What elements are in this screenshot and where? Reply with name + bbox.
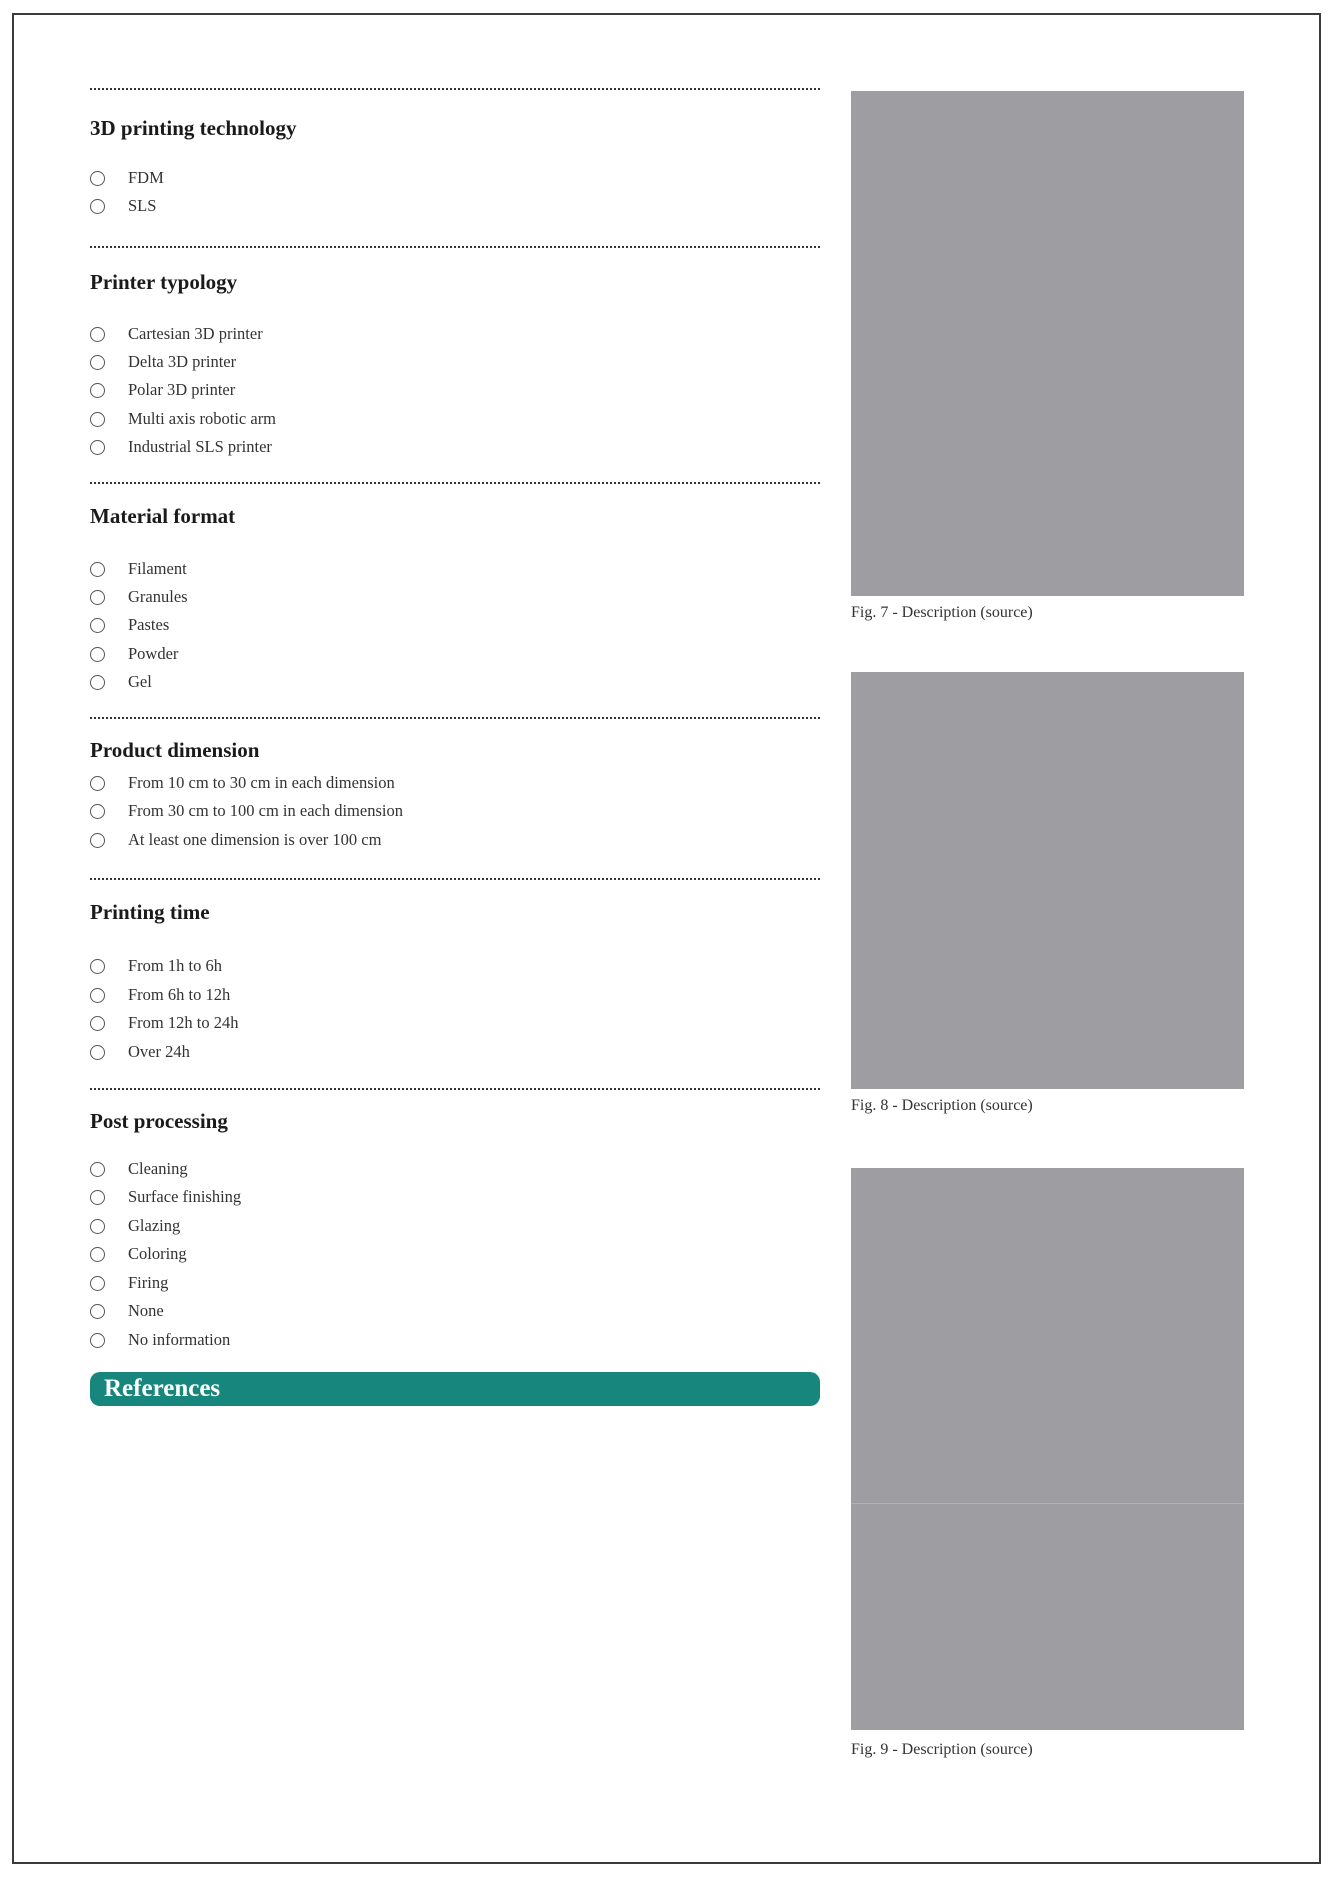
option-label: From 12h to 24h: [128, 1013, 239, 1032]
section-title-dimension: Product dimension: [90, 738, 260, 762]
option-none[interactable]: [90, 1299, 164, 1323]
radio-button[interactable]: [90, 1219, 105, 1234]
section-divider: [90, 88, 820, 90]
radio-button[interactable]: [90, 804, 105, 819]
section-title-typology: Printer typology: [90, 270, 238, 294]
option-label: Pastes: [128, 615, 170, 634]
radio-button[interactable]: [90, 675, 105, 690]
radio-button[interactable]: [90, 833, 105, 848]
option-delta[interactable]: [90, 350, 236, 374]
radio-button[interactable]: [90, 383, 105, 398]
option-label: Multi axis robotic arm: [128, 409, 277, 428]
section-title-printing-time: Printing time: [90, 900, 210, 924]
radio-button[interactable]: [90, 776, 105, 791]
radio-button[interactable]: [90, 1333, 105, 1348]
radio-button[interactable]: [90, 647, 105, 662]
option-fdm[interactable]: [90, 166, 164, 190]
option-coloring[interactable]: [90, 1242, 187, 1266]
option-label: Industrial SLS printer: [128, 437, 272, 456]
option-surface-finishing[interactable]: [90, 1185, 241, 1209]
radio-button[interactable]: [90, 590, 105, 605]
radio-button[interactable]: [90, 988, 105, 1003]
figure-9-caption: Fig. 9 - Description (source): [851, 1741, 1033, 1758]
section-divider: [90, 246, 820, 248]
radio-button[interactable]: [90, 1190, 105, 1205]
figure-7-placeholder: [851, 91, 1244, 596]
option-label: At least one dimension is over 100 cm: [128, 830, 382, 849]
option-label: FDM: [128, 168, 164, 187]
option-time-12-24[interactable]: [90, 1011, 238, 1035]
figure-7-caption: Fig. 7 - Description (source): [851, 604, 1033, 621]
radio-button[interactable]: [90, 562, 105, 577]
references-header: References: [90, 1372, 820, 1406]
option-label: Over 24h: [128, 1042, 190, 1061]
option-label: From 6h to 12h: [128, 985, 231, 1004]
section-divider: [90, 482, 820, 484]
radio-button[interactable]: [90, 1045, 105, 1060]
figure-9-seam: [851, 1503, 1244, 1504]
option-no-information[interactable]: [90, 1328, 230, 1352]
option-label: SLS: [128, 196, 157, 215]
option-time-1-6[interactable]: [90, 954, 222, 978]
radio-button[interactable]: [90, 1247, 105, 1262]
figure-8-caption: Fig. 8 - Description (source): [851, 1097, 1033, 1114]
section-title-post-processing: Post processing: [90, 1109, 228, 1133]
radio-button[interactable]: [90, 959, 105, 974]
option-sls[interactable]: [90, 194, 156, 218]
option-dim-10-30[interactable]: [90, 771, 395, 795]
option-powder[interactable]: [90, 642, 178, 666]
option-label: Powder: [128, 644, 179, 663]
radio-button[interactable]: [90, 327, 105, 342]
radio-button[interactable]: [90, 1162, 105, 1177]
radio-button[interactable]: [90, 355, 105, 370]
section-title-technology: 3D printing technology: [90, 116, 297, 140]
radio-button[interactable]: [90, 171, 105, 186]
section-title-material: Material format: [90, 504, 236, 528]
radio-button[interactable]: [90, 440, 105, 455]
option-label: Cartesian 3D printer: [128, 324, 263, 343]
option-industrial-sls[interactable]: [90, 435, 272, 459]
option-label: Cleaning: [128, 1159, 188, 1178]
option-cleaning[interactable]: [90, 1157, 188, 1181]
option-time-over-24[interactable]: [90, 1040, 190, 1064]
option-label: Delta 3D printer: [128, 352, 237, 371]
option-label: Firing: [128, 1273, 169, 1292]
option-glazing[interactable]: [90, 1214, 180, 1238]
option-cartesian[interactable]: [90, 322, 263, 346]
option-dim-30-100[interactable]: [90, 799, 403, 823]
option-robotic-arm[interactable]: [90, 407, 276, 431]
option-label: No information: [128, 1330, 231, 1349]
option-dim-over-100[interactable]: [90, 828, 381, 852]
option-label: None: [128, 1301, 164, 1320]
option-granules[interactable]: [90, 585, 188, 609]
option-time-6-12[interactable]: [90, 983, 230, 1007]
option-label: Gel: [128, 672, 152, 691]
option-pastes[interactable]: [90, 613, 169, 637]
option-label: Coloring: [128, 1244, 187, 1263]
section-divider: [90, 878, 820, 880]
option-gel[interactable]: [90, 670, 152, 694]
radio-button[interactable]: [90, 1304, 105, 1319]
section-divider: [90, 717, 820, 719]
option-label: Granules: [128, 587, 188, 606]
radio-button[interactable]: [90, 412, 105, 427]
radio-button[interactable]: [90, 1276, 105, 1291]
section-divider: [90, 1088, 820, 1090]
option-label: From 1h to 6h: [128, 956, 222, 975]
option-label: Surface finishing: [128, 1187, 242, 1206]
option-label: From 30 cm to 100 cm in each dimension: [128, 801, 403, 820]
option-label: Polar 3D printer: [128, 380, 236, 399]
option-label: Filament: [128, 559, 187, 578]
option-label: Glazing: [128, 1216, 181, 1235]
radio-button[interactable]: [90, 1016, 105, 1031]
option-label: From 10 cm to 30 cm in each dimension: [128, 773, 395, 792]
figure-9-placeholder: [851, 1168, 1244, 1730]
option-firing[interactable]: [90, 1271, 168, 1295]
figure-8-placeholder: [851, 672, 1244, 1089]
radio-button[interactable]: [90, 199, 105, 214]
radio-button[interactable]: [90, 618, 105, 633]
option-polar[interactable]: [90, 378, 235, 402]
option-filament[interactable]: [90, 557, 187, 581]
